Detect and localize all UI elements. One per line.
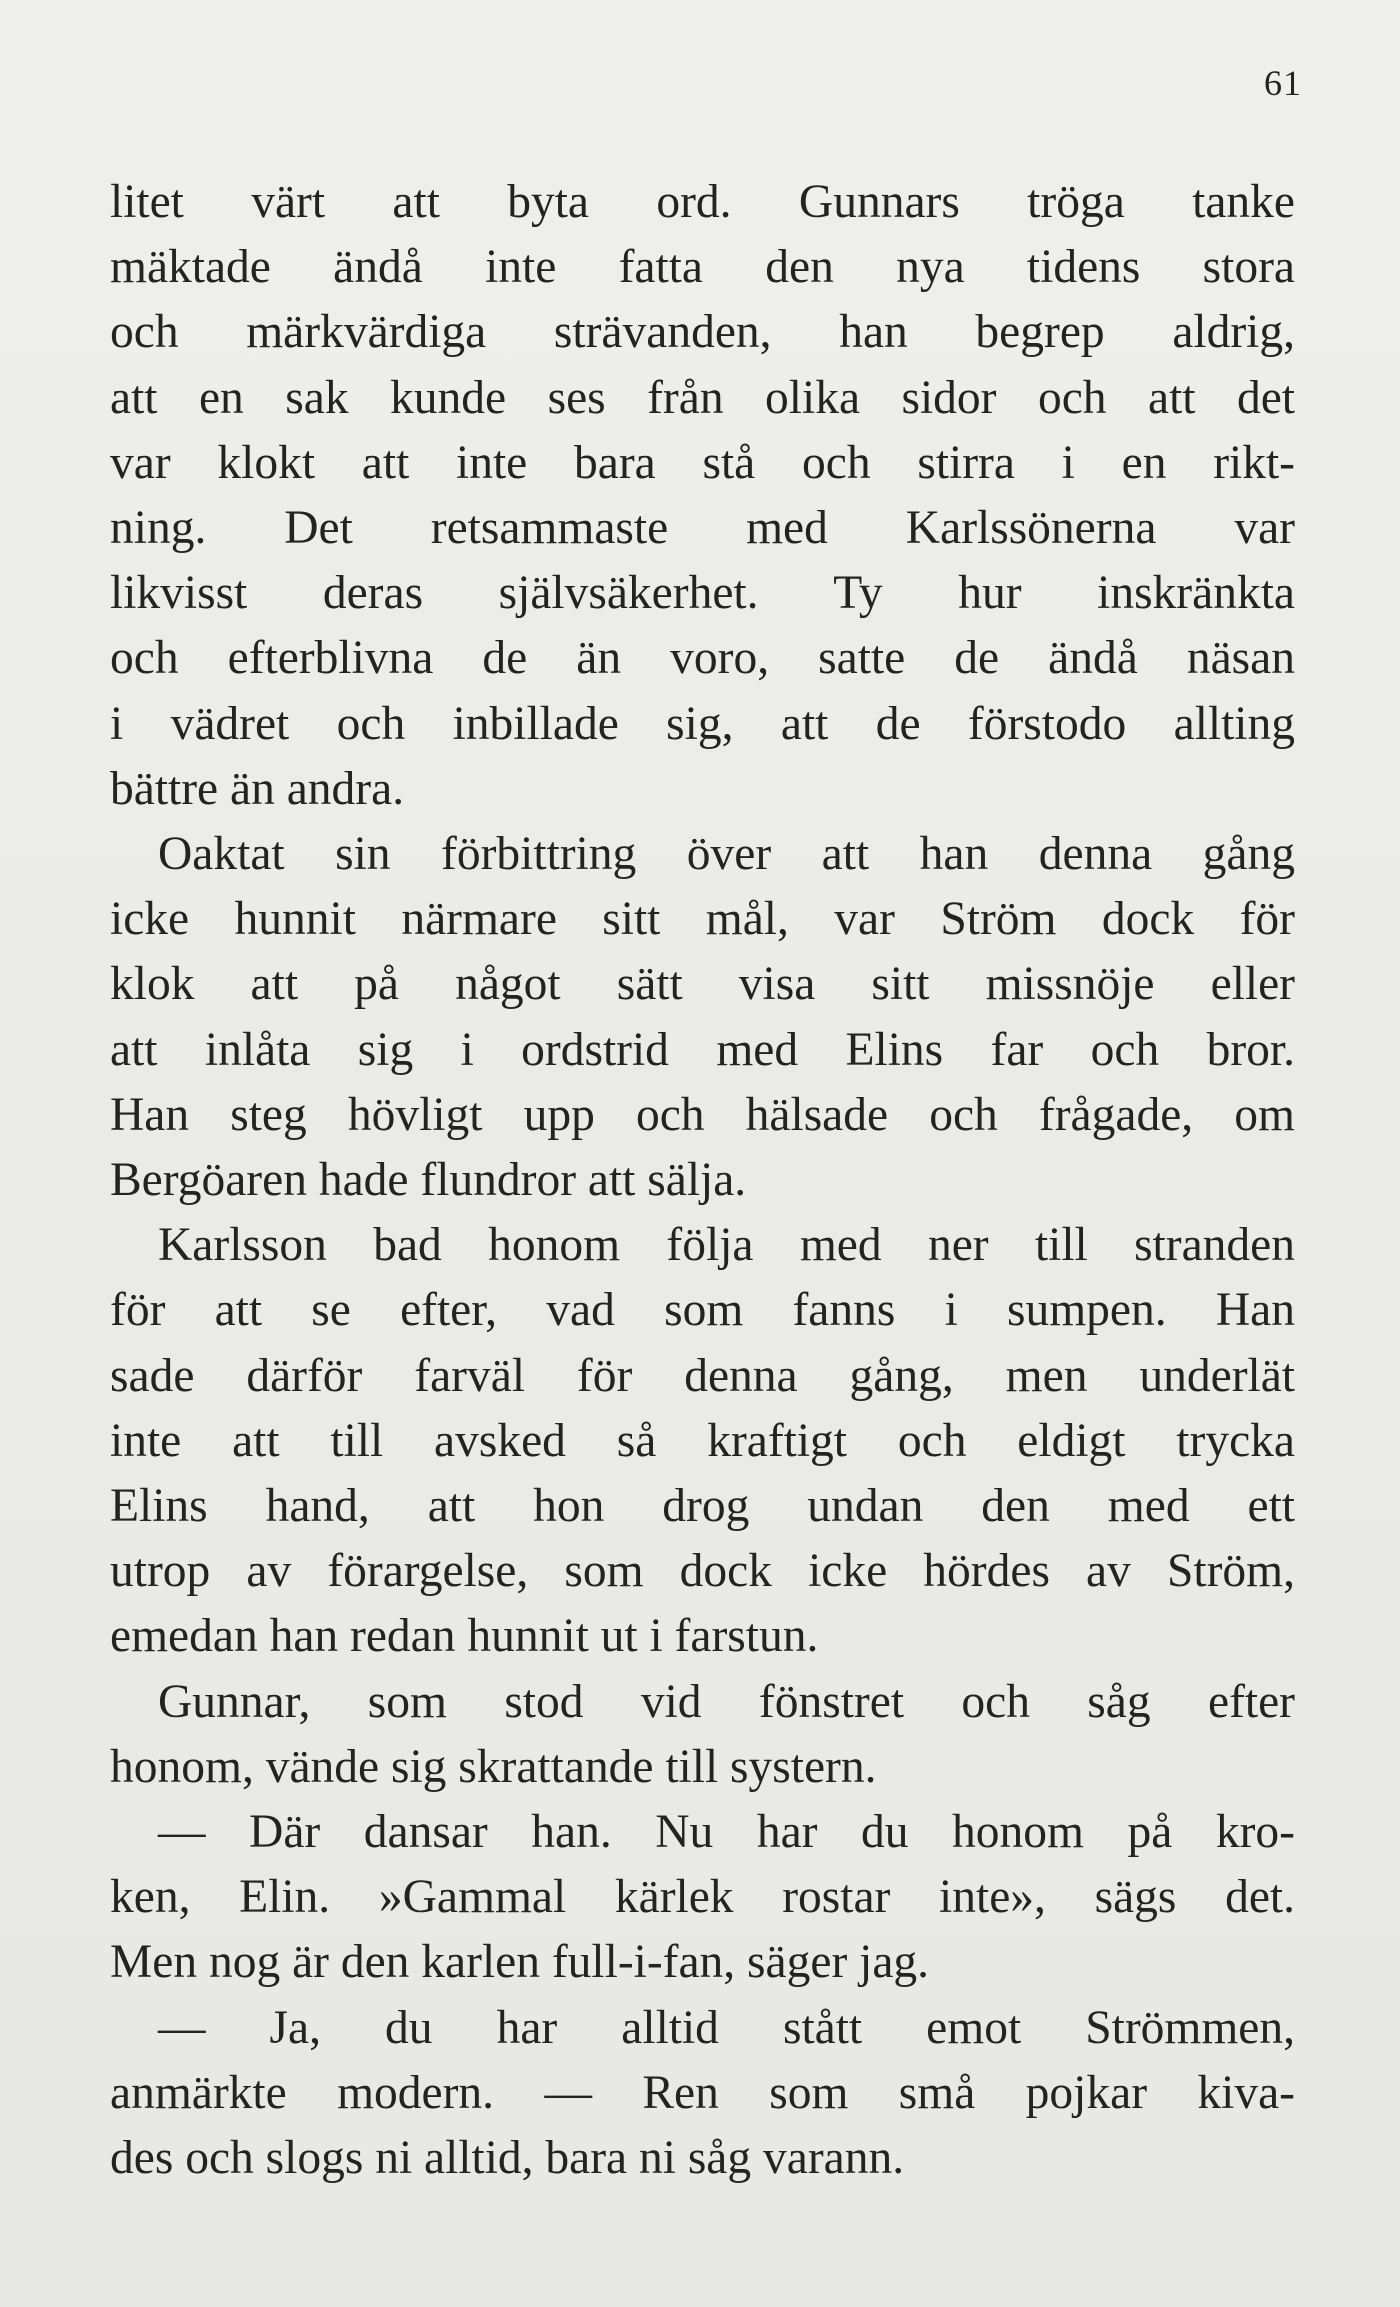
text-line: anmärkte modern. — Ren som små pojkar kiva- [110, 2066, 1295, 2119]
text-line: Elins hand, att hon drog undan den med ett [110, 1480, 1295, 1533]
paragraph [110, 1213, 1295, 1669]
text-line: des och slogs ni alltid, bara ni såg varann. [110, 2132, 905, 2185]
text-line: Bergöaren hade flundror att sälja. [110, 1154, 747, 1207]
text-line: honom, vände sig skrattande till systern. [110, 1740, 877, 1793]
text-line: att en sak kunde ses från olika sidor och att det [110, 371, 1295, 424]
text-line: likvisst deras självsäkerhet. Ty hur inskränkta [110, 567, 1295, 620]
text-line: sade därför farväl för denna gång, men underlät [110, 1349, 1295, 1402]
text-line: icke hunnit närmare sitt mål, var Ström dock för [110, 893, 1295, 946]
text-line: Men nog är den karlen full-i-fan, säger jag. [110, 1936, 930, 1989]
paragraph [110, 1670, 1295, 1800]
text-line: och märkvärdiga strävanden, han begrep aldrig, [110, 306, 1295, 359]
text-line: och efterblivna de än voro, satte de ändå näsan [110, 632, 1295, 685]
text-line: för att se efter, vad som fanns i sumpen. Han [110, 1284, 1295, 1337]
text-line: inte att till avsked så kraftigt och eldigt trycka [110, 1414, 1295, 1467]
text-line: — Där dansar han. Nu har du honom på kro- [158, 1806, 1295, 1859]
text-line: var klokt att inte bara stå och stirra i en rikt- [110, 436, 1295, 489]
text-line: i vädret och inbillade sig, att de förstodo allting [110, 697, 1295, 750]
text-line: att inlåta sig i ordstrid med Elins far och bror. [110, 1023, 1295, 1076]
text-line: mäktade ändå inte fatta den nya tidens stora [110, 241, 1295, 294]
text-line: Han steg hövligt upp och hälsade och frågade, om [110, 1088, 1295, 1141]
text-line: ning. Det retsammaste med Karlssönerna var [110, 502, 1295, 555]
paragraph [110, 822, 1295, 1213]
text-line: litet värt att byta ord. Gunnars tröga tanke [110, 176, 1295, 228]
text-line: Karlsson bad honom följa med ner till stranden [158, 1219, 1295, 1272]
text-line: bättre än andra. [110, 762, 405, 815]
page-number: 61 [1264, 63, 1302, 103]
paragraph [110, 170, 1295, 822]
body-text [110, 170, 1295, 2191]
text-line: — Ja, du har alltid stått emot Strömmen, [158, 2001, 1295, 2054]
text-line: klok att på något sätt visa sitt missnöje eller [110, 958, 1295, 1011]
paragraph [110, 1996, 1295, 2192]
text-line: Gunnar, som stod vid fönstret och såg efter [158, 1675, 1295, 1728]
text-line: ken, Elin. »Gammal kärlek rostar inte», sägs det. [110, 1871, 1295, 1924]
paragraph [110, 1800, 1295, 1996]
text-line: utrop av förargelse, som dock icke hördes av Ström, [110, 1545, 1295, 1598]
text-line: emedan han redan hunnit ut i farstun. [110, 1610, 819, 1663]
text-line: Oaktat sin förbittring över att han denna gång [158, 828, 1295, 881]
